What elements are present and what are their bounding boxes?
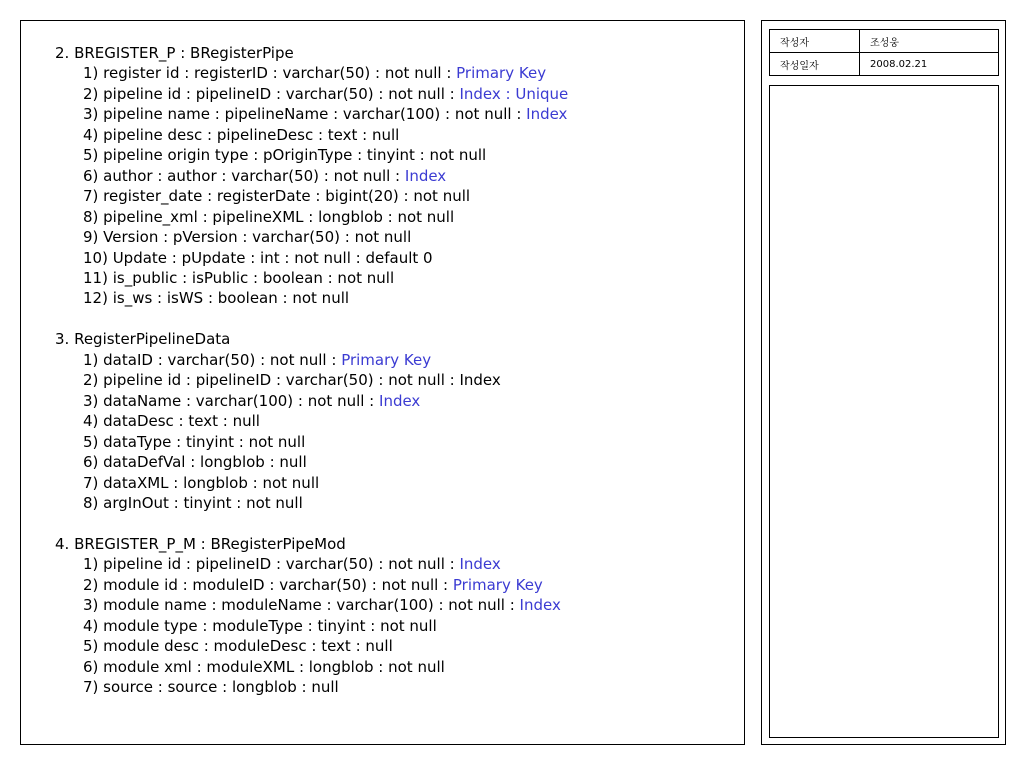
field-text: 12) is_ws : isWS : boolean : not null [83,289,350,308]
schema-section [55,534,568,698]
field-key-annotation: Index [404,166,447,185]
field-line [55,575,568,595]
field-key-annotation: Primary Key [452,575,543,594]
field-key-annotation: Index [379,391,421,410]
field-text: 4) pipeline desc : pipelineDesc : text : null [83,125,400,144]
field-line [55,554,568,574]
field-key-annotation: Index : Unique [459,84,569,103]
field-text: 5) dataType : tinyint : not null [83,432,306,451]
document-content [55,43,568,718]
field-text: 1) dataID : varchar(50) : not null : [83,350,342,369]
field-text: 6) dataDefVal : longblob : null [83,453,307,472]
date-value: 2008.02.21 [860,53,999,76]
field-line [55,125,568,145]
field-line [55,493,568,513]
field-line [55,391,568,411]
field-key-annotation: Index [519,596,561,615]
field-text: 9) Version : pVersion : varchar(50) : not null [83,228,412,247]
field-text: 2) pipeline id : pipelineID : varchar(50) : not null : Index [83,371,501,390]
field-text: 8) pipeline_xml : pipelineXML : longblob : not null [83,207,455,226]
field-text: 5) module desc : moduleDesc : text : null [83,637,393,656]
field-text: 10) Update : pUpdate : int : not null : default 0 [83,248,433,267]
field-line [55,207,568,227]
field-line [55,636,568,656]
field-line [55,452,568,472]
sidebar-frame [761,20,1006,745]
field-key-annotation: Primary Key [341,350,432,369]
meta-table [769,29,999,76]
field-text: 4) dataDesc : text : null [83,412,260,431]
field-line [55,657,568,677]
field-line [55,616,568,636]
field-text: 7) dataXML : longblob : not null [83,473,320,492]
field-line [55,186,568,206]
field-line [55,411,568,431]
field-line [55,145,568,165]
field-text: 2) pipeline id : pipelineID : varchar(50) : not null : [83,84,460,103]
schema-section [55,43,568,309]
schema-section [55,329,568,513]
field-text: 2) module id : moduleID : varchar(50) : not null : [83,575,453,594]
field-key-annotation: Primary Key [456,64,547,83]
section-title: 2. BREGISTER_P : BRegisterPipe [55,44,294,62]
field-text: 8) argInOut : tinyint : not null [83,493,303,512]
field-text: 1) register id : registerID : varchar(50) : not null : [83,64,457,83]
field-line [55,104,568,124]
field-text: 4) module type : moduleType : tinyint : not null [83,616,437,635]
date-row [770,53,999,76]
field-line [55,63,568,83]
field-line [55,677,568,697]
field-line [55,350,568,370]
field-line [55,166,568,186]
field-text: 3) pipeline name : pipelineName : varchar(100) : not null : [83,105,527,124]
field-key-annotation: Index [526,105,568,124]
author-row [770,30,999,53]
field-text: 3) dataName : varchar(100) : not null : [83,391,380,410]
field-text: 1) pipeline id : pipelineID : varchar(50) : not null : [83,555,460,574]
field-text: 6) author : author : varchar(50) : not null : [83,166,405,185]
field-text: 7) register_date : registerDate : bigint(20) : not null [83,187,471,206]
section-title: 3. RegisterPipelineData [55,330,231,349]
date-label: 작성일자 [770,53,860,76]
field-line [55,432,568,452]
field-key-annotation: Index [459,555,501,574]
field-line [55,227,568,247]
author-value: 조성웅 [860,30,999,53]
field-line [55,595,568,615]
field-text: 7) source : source : longblob : null [83,678,339,697]
notes-box [769,85,999,738]
field-text: 3) module name : moduleName : varchar(100) : not null : [83,596,520,615]
field-line [55,248,568,268]
field-line [55,288,568,308]
field-line [55,84,568,104]
document-frame [20,20,745,745]
field-text: 6) module xml : moduleXML : longblob : not null [83,657,445,676]
field-line [55,268,568,288]
section-title: 4. BREGISTER_P_M : BRegisterPipeMod [55,534,346,553]
field-text: 5) pipeline origin type : pOriginType : tinyint : not null [83,146,487,165]
author-label: 작성자 [770,30,860,53]
field-text: 11) is_public : isPublic : boolean : not null [83,268,395,287]
field-line [55,370,568,390]
field-line [55,473,568,493]
